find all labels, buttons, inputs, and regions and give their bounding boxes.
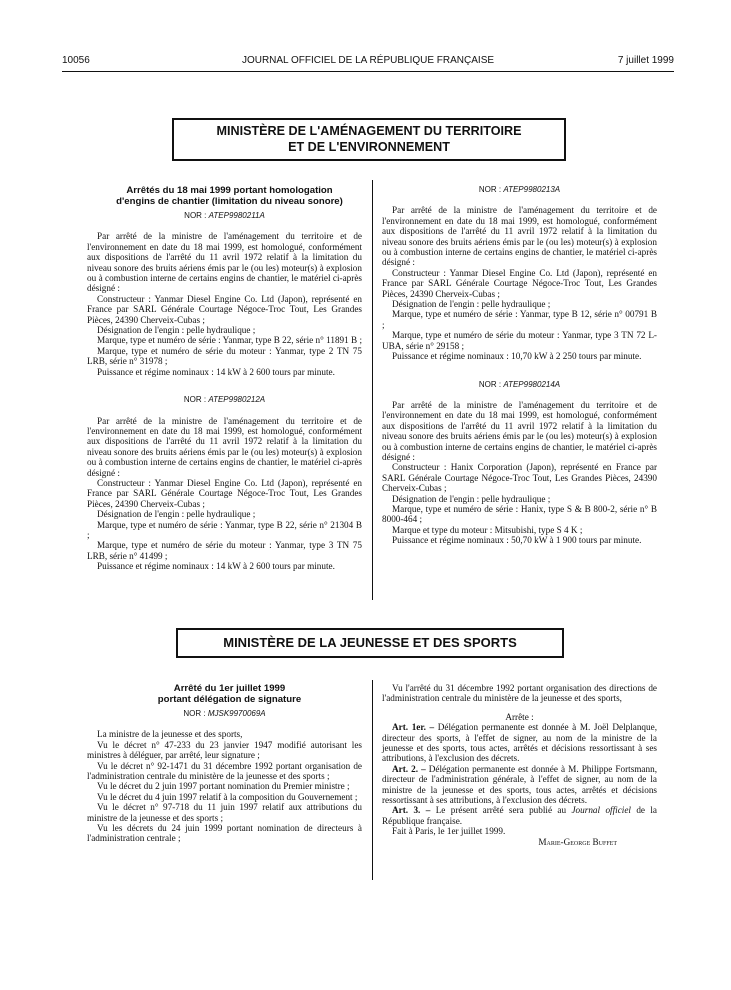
decree-line: Puissance et régime nominaux : 50,70 kW à 1 900 tours par minute. (392, 535, 642, 546)
preamble-line: Vu le décret n° 92-1471 du 31 décembre 1992 portant organisation de l'administration centrale du ministère de la jeunesse et des sports ; (87, 760, 362, 782)
decree-heading-line1: Arrêté du 1er juillet 1999 (173, 683, 286, 694)
preamble-line: Vu le décret n° 47-233 du 23 janvier 1947 modifié autorisant les ministres à déléguer, par arrêté, leur signature ; (87, 739, 362, 761)
decree-line: Marque, type et numéro de série du moteur : Yanmar, type 3 TN 75 LRB, série n° 41499 ; (87, 540, 362, 561)
article-3: Art. 3. – Le présent arrêté sera publié au Journal officiel de la République française. (382, 805, 658, 826)
decree-heading-line1: Arrêtés du 18 mai 1999 portant homologation (126, 185, 333, 196)
preamble-line: La ministre de la jeunesse et des sports, (97, 729, 243, 740)
decree-line: Marque, type et numéro de série : Yanmar, type B 12, série n° 00791 B ; (382, 309, 657, 330)
preamble-line: Vu le décret du 2 juin 1997 portant nomination du Premier ministre ; (97, 781, 350, 792)
preamble-line: Vu les décrets du 24 juin 1999 portant nomination de directeurs à l'administration centrale ; (87, 823, 362, 844)
section1-left-column (87, 185, 362, 572)
decree-line: Puissance et régime nominaux : 10,70 kW à 2 250 tours par minute. (392, 351, 642, 362)
page-header (62, 55, 674, 71)
decree-intro: Par arrêté de la ministre de l'aménagement du territoire et de l'environnement en date du 18 mai 1999, est homologué, conformément aux dispositions de l'arrêté du 11 avril 1972 relatif à la limitation du niveau sonore des bruits aériens émis par le (ou les) moteur(s) à explosion ou à combustion interne de certains engins de chantier, le matériel ci-après désigné : (87, 231, 362, 294)
decree-line: Marque, type et numéro de série : Yanmar, type B 22, série n° 21304 B ; (87, 519, 362, 540)
decree-intro: Par arrêté de la ministre de l'aménagement du territoire et de l'environnement en date du 18 mai 1999, est homologué, conformément aux dispositions de l'arrêté du 11 avril 1972 relatif à la limitation du niveau sonore des bruits aériens émis par le (ou les) moteur(s) à explosion ou à combustion interne de certains engins de chantier, le matériel ci-après désigné : (382, 399, 657, 462)
nor-reference: NOR : ATEP9980214A (478, 379, 561, 389)
section2-right-column (382, 683, 657, 847)
header-rule (62, 71, 674, 72)
decree-line: Constructeur : Yanmar Diesel Engine Co. Ltd (Japon), représenté en France par SARL Générale Courtage Négoce-Troc Tout, Les Grandes Pièces, 24390 Cherveix-Cubas ; (382, 267, 657, 299)
decree-line: Marque et type du moteur : Mitsubishi, type S 4 K ; (392, 524, 583, 535)
journal-title: JOURNAL OFFICIEL DE LA RÉPUBLIQUE FRANÇAISE (241, 55, 495, 66)
ministry-title-line2: ET DE L'ENVIRONNEMENT (288, 140, 450, 154)
article-1: Art. 1er. – Délégation permanente est donnée à M. Joël Delplanque, directeur des sports, à l'effet de signer, au nom de la ministre de la jeunesse et des sports, tous actes, arrêtés et décisions ressortissant à ses attributions, à l'exclusion des décrets. (382, 722, 657, 764)
decree-heading-line2: d'engins de chantier (limitation du niveau sonore) (116, 196, 343, 207)
decree-line: Désignation de l'engin : pelle hydraulique ; (97, 509, 256, 520)
decree-line: Marque, type et numéro de série : Hanix, type S & B 800-2, série n° B 8000-464 ; (382, 503, 657, 525)
nor-reference: NOR : MJSK9970069A (183, 709, 266, 718)
decree-intro: Par arrêté de la ministre de l'aménagement du territoire et de l'environnement en date du 18 mai 1999, est homologué, conformément aux dispositions de l'arrêté du 11 avril 1972 relatif à la limitation du niveau sonore des bruits aériens émis par le (ou les) moteur(s) à explosion ou à combustion interne de certains engins de chantier, le matériel ci-après désigné : (382, 205, 657, 268)
column-divider (372, 180, 373, 600)
column-divider (372, 680, 373, 880)
decree-line: Désignation de l'engin : pelle hydraulique ; (392, 493, 551, 504)
decree-line: Marque, type et numéro de série du moteur : Yanmar, type 2 TN 75 LRB, série n° 31978 ; (87, 345, 362, 367)
ministry-title-box-environment (172, 118, 566, 161)
nor-reference: NOR : ATEP9980211A (184, 211, 265, 220)
ministry-title: MINISTÈRE DE LA JEUNESSE ET DES SPORTS (223, 635, 517, 650)
section2-left-column (87, 683, 362, 844)
nor-reference: NOR : ATEP9980212A (183, 395, 266, 405)
preamble-line: Vu le décret n° 97-718 du 11 juin 1997 relatif aux attributions du ministre de la jeunesse et des sports ; (87, 802, 362, 823)
signature: Marie-George Buffet (538, 836, 617, 847)
signing-place-date: Fait à Paris, le 1er juillet 1999. (392, 826, 506, 837)
article-2: Art. 2. – Délégation permanente est donnée à M. Philippe Fortsmann, directeur de l'administration générale, à l'effet de signer, au nom de la ministre de la jeunesse et des sports, tous actes, arrêtés et décisions ressortissant à ses attributions, à l'exclusion des décrets. (382, 763, 657, 806)
decree-line: Constructeur : Yanmar Diesel Engine Co. Ltd (Japon), représenté en France par SARL Générale Courtage Négoce-Troc Tout, Les Grandes Pièces, 24390 Cherveix-Cubas ; (87, 293, 362, 325)
decree-intro: Par arrêté de la ministre de l'aménagement du territoire et de l'environnement en date du 18 mai 1999, est homologué, conformément aux dispositions de l'arrêté du 11 avril 1972 relatif à la limitation du niveau sonore des bruits aériens émis par le (ou les) moteur(s) à explosion ou à combustion interne de certains engins de chantier, le matériel ci-après désigné : (87, 415, 362, 478)
decree-line: Marque, type et numéro de série : Yanmar, type B 22, série n° 11891 B ; (97, 335, 363, 346)
issue-date: 7 juillet 1999 (617, 55, 674, 66)
decree-line: Désignation de l'engin : pelle hydraulique ; (392, 299, 551, 310)
preamble-line: Vu l'arrêté du 31 décembre 1992 portant organisation des directions de l'administration centrale du ministère de la jeunesse et des sports, (382, 683, 657, 704)
section1-right-column (382, 185, 657, 546)
ministry-title-box-youth-sports (176, 628, 564, 658)
nor-reference: NOR : ATEP9980213A (478, 185, 561, 194)
decree-line: Marque, type et numéro de série du moteur : Yanmar, type 3 TN 72 L-UBA, série n° 29158 ; (382, 330, 657, 351)
decree-line: Constructeur : Hanix Corporation (Japon), représenté en France par SARL Générale Courtage Négoce-Troc Tout, Les Grandes Pièces, 24390 Cherveix-Cubas ; (382, 462, 657, 494)
ministry-title-line1: MINISTÈRE DE L'AMÉNAGEMENT DU TERRITOIRE (216, 124, 522, 138)
decree-line: Puissance et régime nominaux : 14 kW à 2 600 tours par minute. (97, 561, 335, 572)
decree-line: Désignation de l'engin : pelle hydraulique ; (97, 325, 256, 336)
arrete-label: Arrête : (505, 711, 534, 722)
decree-line: Puissance et régime nominaux : 14 kW à 2 600 tours par minute. (97, 366, 335, 377)
decree-line: Constructeur : Yanmar Diesel Engine Co. Ltd (Japon), représenté en France par SARL Générale Courtage Négoce-Troc Tout, Les Grandes Pièces, 24390 Cherveix-Cubas ; (87, 477, 362, 509)
preamble-line: Vu le décret du 4 juin 1997 relatif à la composition du Gouvernement ; (97, 791, 358, 802)
page-number: 10056 (62, 55, 90, 66)
decree-heading-line2: portant délégation de signature (157, 694, 302, 705)
